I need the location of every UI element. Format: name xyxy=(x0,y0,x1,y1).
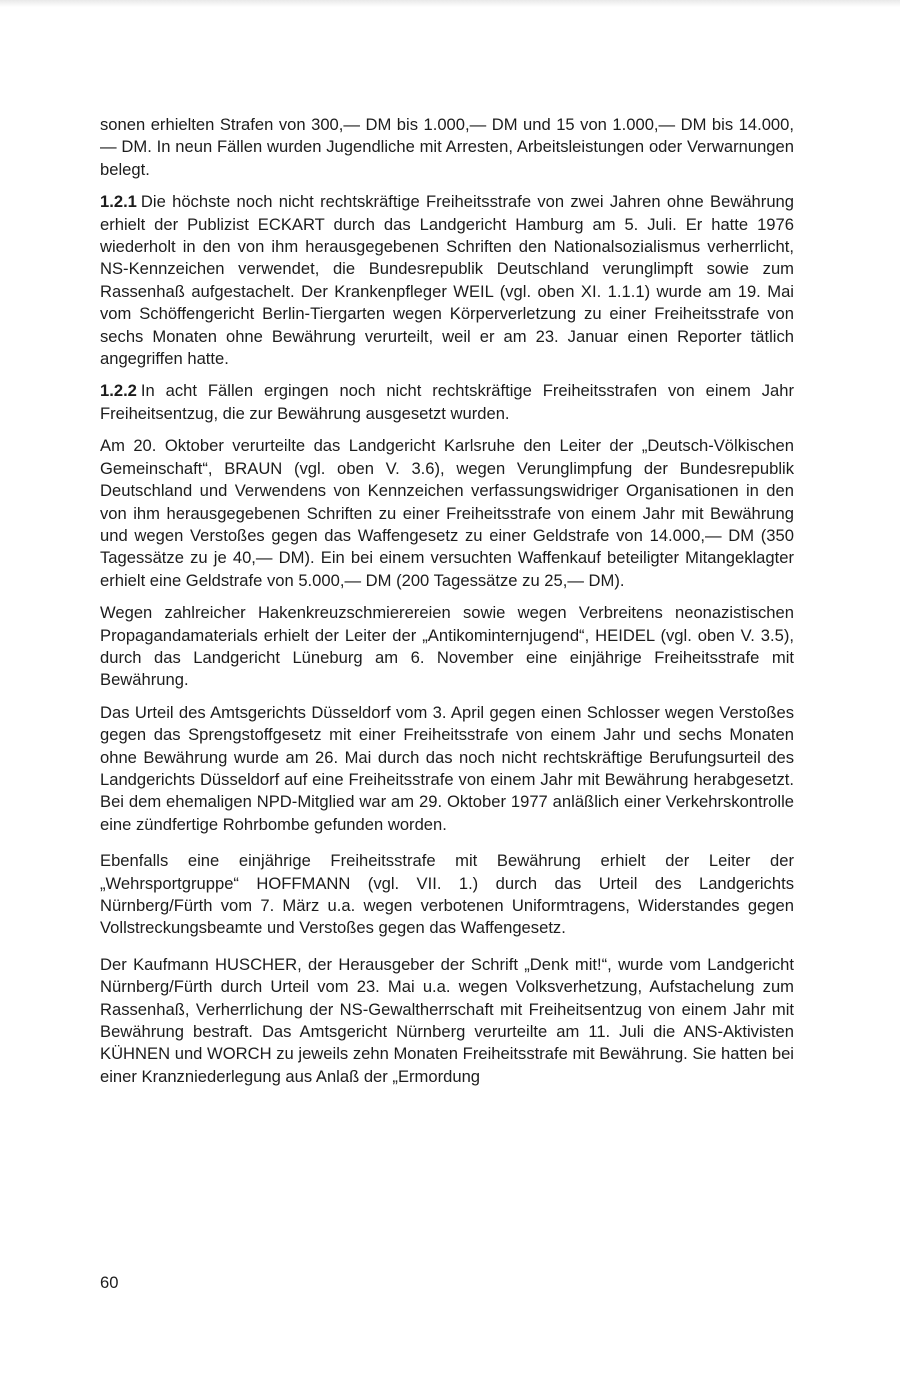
section-number: 1.2.2 xyxy=(100,381,137,401)
paragraph-text: Am 20. Oktober verurteilte das Landgericht Karlsruhe den Leiter der „Deutsch-Völkischen Gemeinschaft“, BRAUN (vgl. oben V. 3.6), wegen Verunglimpfung der Bundesrepublik Deutschland und Verwendens von Kennzeichen verfassungswidriger Organisationen in den von ihm herausgegebenen Schriften zu einer Freiheitsstrafe von einem Jahr mit Bewährung und wegen Verstoßes gegen das Waffengesetz zu einer Geldstrafe von 14.000,— DM (350 Tagessätze zu je 40,— DM). Ein bei einem versuchten Waffenkauf beteiligter Mitangeklagter erhielt eine Geldstrafe von 5.000,— DM (200 Tagessätze zu 25,— DM). xyxy=(100,436,794,590)
page-number: 60 xyxy=(100,1273,119,1292)
scan-top-edge xyxy=(0,0,900,7)
paragraph-huscher xyxy=(100,954,794,1088)
paragraph-text: Wegen zahlreicher Hakenkreuzschmierereien sowie wegen Verbreitens neonazistischen Propagandamaterials erhielt der Leiter der „Antikominternjugend“, HEIDEL (vgl. oben V. 3.5), durch das Landgericht Lüneburg am 6. November eine einjährige Freiheitsstrafe mit Bewährung. xyxy=(100,603,794,690)
paragraph-text: Das Urteil des Amtsgerichts Düsseldorf vom 3. April gegen einen Schlosser wegen Verstoßes gegen das Sprengstoffgesetz mit einer Freiheitsstrafe von einem Jahr und sechs Monaten ohne Bewährung wurde am 26. Mai durch das noch nicht rechtskräftige Berufungsurteil des Landgerichts Düsseldorf auf eine Freiheitsstrafe von einem Jahr mit Bewährung herabgesetzt. Bei dem ehemaligen NPD-Mitglied war am 29. Oktober 1977 anläßlich einer Verkehrskontrolle eine zündfertige Rohrbombe gefunden worden. xyxy=(100,702,794,834)
paragraph-text: Die höchste noch nicht rechtskräftige Freiheitsstrafe von zwei Jahren ohne Bewährung erhielt der Publizist ECKART durch das Landgericht Hamburg am 5. Juli. Er hatte 1976 wiederholt in den von ihm herausgegebenen Schriften den Nationalsozialismus verherrlicht, NS-Kennzeichen verwendet, die Bundesrepublik Deutschland verunglimpft sowie zum Rassenhaß aufgestachelt. Der Krankenpfleger WEIL (vgl. oben XI. 1.1.1) wurde am 19. Mai vom Schöffengericht Berlin-Tiergarten wegen Körperverletzung zu einer Freiheitsstrafe von sechs Monaten ohne Bewährung verurteilt, weil er am 23. Januar einen Reporter tätlich angegriffen hatte. xyxy=(100,192,794,369)
paragraph-text: Ebenfalls eine einjährige Freiheitsstrafe mit Bewährung erhielt der Leiter der „Wehrsportgruppe“ HOFFMANN (vgl. VII. 1.) durch das Urteil des Landgerichts Nürnberg/Fürth vom 7. März u.a. wegen verbotenen Uniformtragens, Widerstandes gegen Vollstreckungsbeamte und Verstoßes gegen das Waffengesetz. xyxy=(100,851,794,938)
paragraph-text: Der Kaufmann HUSCHER, der Herausgeber der Schrift „Denk mit!“, wurde vom Landgericht Nürnberg/Fürth durch Urteil vom 23. Mai u.a. wegen Volksverhetzung, Aufstachelung zum Rassenhaß, Verherrlichung der NS-Gewaltherrschaft mit Freiheitsentzug von einem Jahr mit Bewährung bestraft. Das Amtsgericht Nürnberg verurteilte am 11. Juli die ANS-Aktivisten KÜHNEN und WORCH zu jeweils zehn Monaten Freiheitsstrafe mit Bewährung. Sie hatten bei einer Kranzniederlegung aus Anlaß der „Ermordung xyxy=(100,954,794,1086)
paragraph-heidel xyxy=(100,602,794,692)
paragraph-text: sonen erhielten Strafen von 300,— DM bis 1.000,— DM und 15 von 1.000,— DM bis 14.000,— DM. In neun Fällen wurden Jugendliche mit Arresten, Arbeitsleistungen oder Verwarnungen belegt. xyxy=(100,115,794,179)
page-body xyxy=(100,114,794,1098)
section-number: 1.2.1 xyxy=(100,192,137,212)
paragraph-1 xyxy=(100,114,794,181)
paragraph-section-1-2-1 xyxy=(100,191,794,370)
paragraph-duesseldorf xyxy=(100,702,794,836)
paragraph-section-1-2-2 xyxy=(100,380,794,425)
paragraph-hoffmann xyxy=(100,850,794,940)
paragraph-text: In acht Fällen ergingen noch nicht rechtskräftige Freiheitsstrafen von einem Jahr Freiheitsentzug, die zur Bewährung ausgesetzt wurden. xyxy=(100,381,794,423)
paragraph-braun xyxy=(100,435,794,592)
